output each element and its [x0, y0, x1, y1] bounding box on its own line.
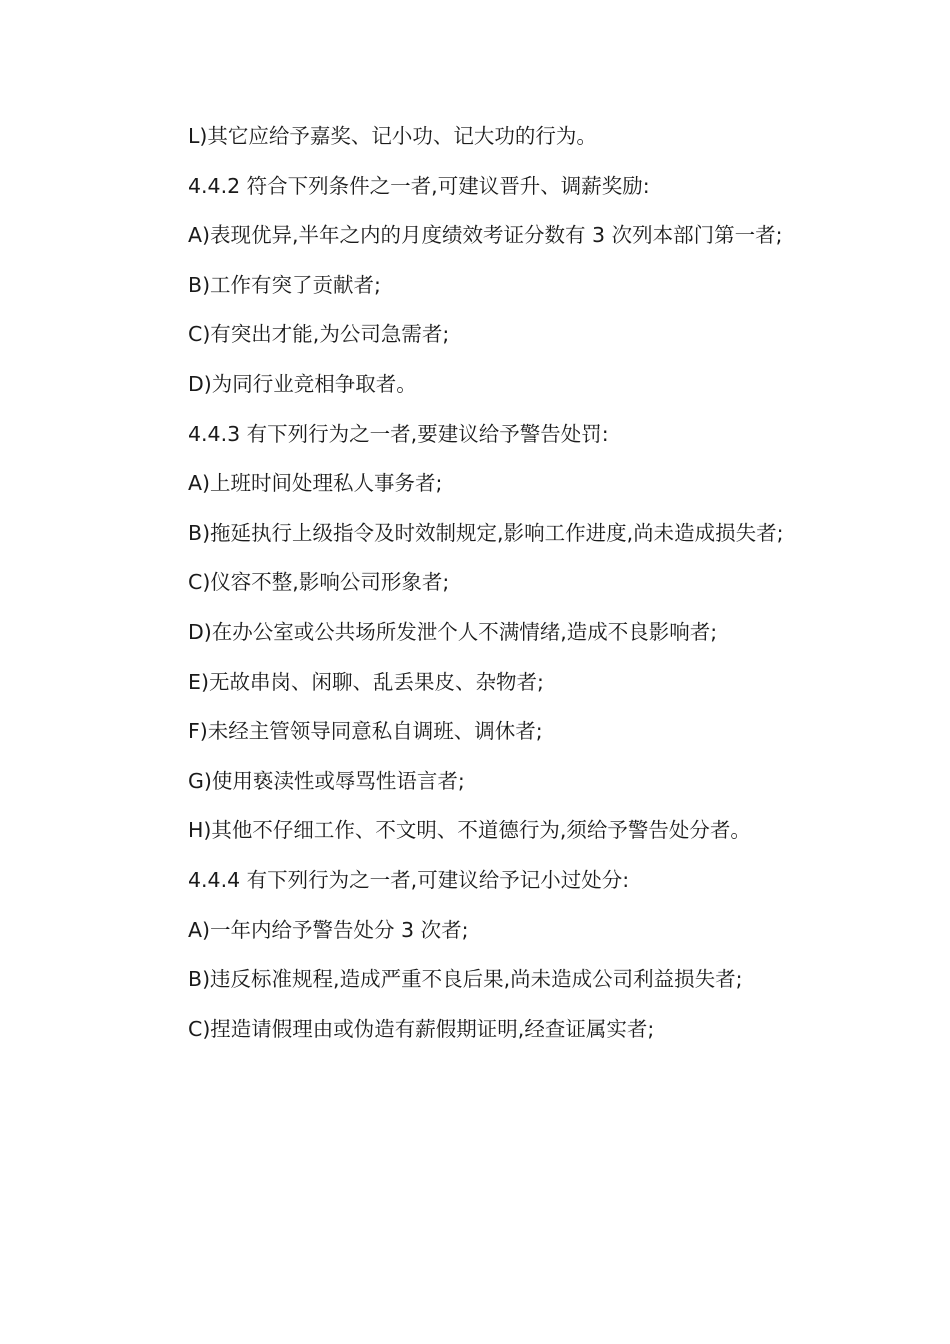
- section-heading-4-4-4: 4.4.4 有下列行为之一者,可建议给予记小过处分:: [188, 867, 630, 892]
- list-item-promotion-d: D)为同行业竞相争取者。: [188, 371, 417, 396]
- list-item-warning-f: F)未经主管领导同意私自调班、调休者;: [188, 719, 543, 744]
- list-item-minor-demerit-a: A)一年内给予警告处分 3 次者;: [188, 917, 469, 942]
- list-item-warning-d: D)在办公室或公共场所发泄个人不满情绪,造成不良影响者;: [188, 619, 718, 644]
- list-item-warning-h: H)其他不仔细工作、不文明、不道德行为,须给予警告处分者。: [188, 818, 751, 843]
- list-item-promotion-c: C)有突出才能,为公司急需者;: [188, 322, 450, 347]
- list-item-warning-c: C)仪容不整,影响公司形象者;: [188, 570, 450, 595]
- list-item-minor-demerit-c: C)捏造请假理由或伪造有薪假期证明,经查证属实者;: [188, 1016, 655, 1041]
- list-item-minor-demerit-b: B)违反标准规程,造成严重不良后果,尚未造成公司利益损失者;: [188, 967, 743, 992]
- list-item-warning-g: G)使用亵渎性或辱骂性语言者;: [188, 768, 465, 793]
- document-body: [145, 112, 810, 1054]
- section-heading-4-4-2: 4.4.2 符合下列条件之一者,可建议晋升、调薪奖励:: [188, 173, 650, 198]
- list-item-warning-b: B)拖延执行上级指令及时效制规定,影响工作进度,尚未造成损失者;: [188, 520, 784, 545]
- paragraph-l-other-rewards: L)其它应给予嘉奖、记小功、记大功的行为。: [188, 124, 597, 148]
- list-item-warning-e: E)无故串岗、闲聊、乱丢果皮、杂物者;: [188, 669, 544, 694]
- list-item-promotion-b: B)工作有突了贡献者;: [188, 272, 381, 297]
- list-item-warning-a: A)上班时间处理私人事务者;: [188, 471, 443, 496]
- list-item-promotion-a: A)表现优异,半年之内的月度绩效考证分数有 3 次列本部门第一者;: [188, 223, 783, 248]
- section-heading-4-4-3: 4.4.3 有下列行为之一者,要建议给予警告处罚:: [188, 421, 609, 446]
